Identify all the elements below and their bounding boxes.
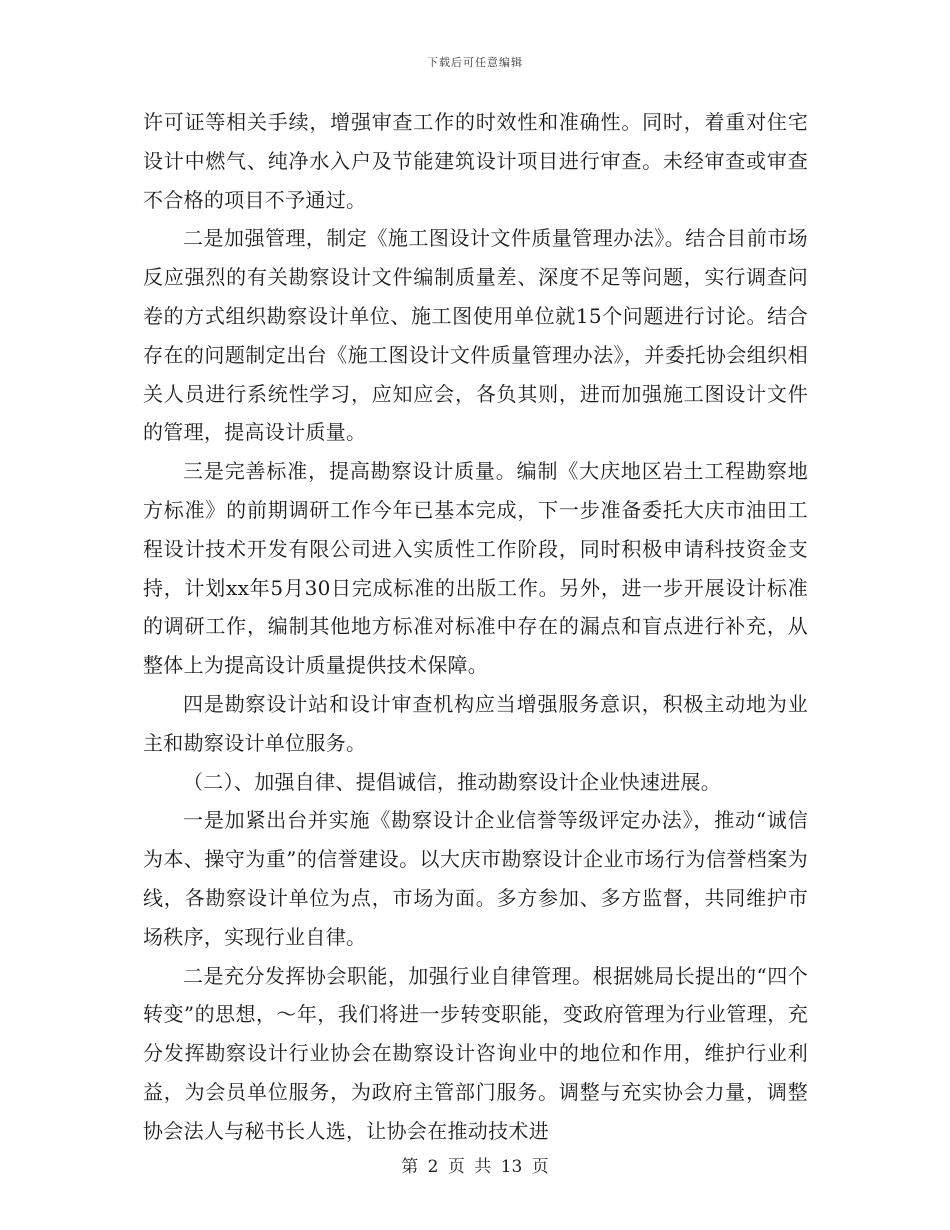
section-heading: （二）、加强自律、提倡诚信，推动勘察设计企业快速进展。 — [183, 769, 722, 794]
paragraph-4: 四是勘察设计站和设计审查机构应当增强服务意识，积极主动地为业主和勘察设计单位服务。 — [143, 691, 808, 755]
page-header: 下载后可任意编辑 — [427, 56, 523, 69]
paragraph-2: 二是加强管理，制定《施工图设计文件质量管理办法》。结合目前市场反应强烈的有关勘察设计文件编制质量差、深度不足等问题，实行调查问卷的方式组织勘察设计单位、施工图使用单位就15个问题进行讨论。结合存在的问题制定出台《施工图设计文件质量管理办法》，并委托协会组织相关人员进行系统性学习，应知应会，各负其则，进而加强施工图设计文件的管理，提高设计质量。 — [143, 226, 808, 445]
paragraph-5: 一是加紧出台并实施《勘察设计企业信誉等级评定办法》，推动“诚信为本、操守为重”的信誉建设。以大庆市勘察设计企业市场行为信誉档案为线，各勘察设计单位为点，市场为面。多方参加、多方监督，共同维护市场秩序，实现行业自律。 — [143, 808, 808, 949]
paragraph-6: 二是充分发挥协会职能，加强行业自律管理。根据姚局长提出的“四个转变”的思想，～年，我们将进一步转变职能，变政府管理为行业管理，充分发挥勘察设计行业协会在勘察设计咨询业中的地位和作用，维护行业利益，为会员单位服务，为政府主管部门服务。调整与充实协会力量，调整协会法人与秘书长人选，让协会在推动技术进 — [143, 963, 808, 1143]
page-number: 第 2 页 共 13 页 — [401, 1157, 549, 1177]
document-body — [143, 103, 808, 1151]
paragraph-1: 许可证等相关手续，增强审查工作的时效性和准确性。同时，着重对住宅设计中燃气、纯净水入户及节能建筑设计项目进行审查。未经审查或审查不合格的项目不予通过。 — [143, 110, 808, 212]
paragraph-3: 三是完善标准，提高勘察设计质量。编制《大庆地区岩土工程勘察地方标准》的前期调研工作今年已基本完成，下一步准备委托大庆市油田工程设计技术开发有限公司进入实质性工作阶段，同时积极申请科技资金支持，计划xx年5月30日完成标准的出版工作。另外，进一步开展设计标准的调研工作，编制其他地方标准对标准中存在的漏点和盲点进行补充，从整体上为提高设计质量提供技术保障。 — [143, 459, 808, 678]
